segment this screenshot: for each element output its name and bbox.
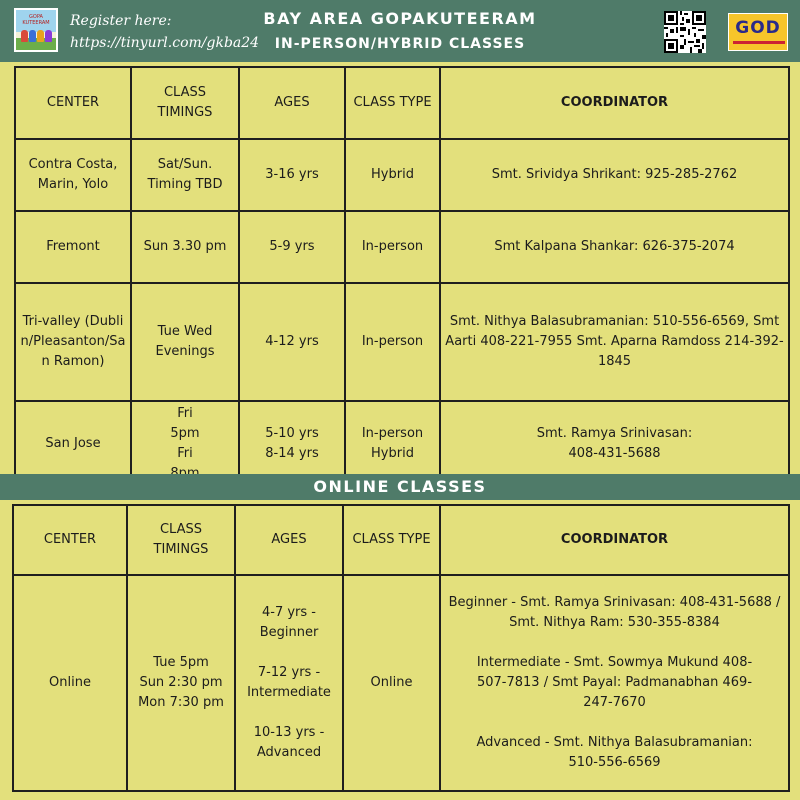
cell-center: Contra Costa, Marin, Yolo xyxy=(15,139,131,211)
table-row xyxy=(15,211,789,283)
header-banner xyxy=(0,0,800,62)
cell-ages xyxy=(235,575,343,791)
cell-center: San Jose xyxy=(15,401,131,487)
register-label: Register here: xyxy=(70,13,172,29)
cell-timings: Sat/Sun. Timing TBD xyxy=(131,139,239,211)
coordinator-level: Beginner - Smt. Ramya Srinivasan: 408-431-5688 / Smt. Nithya Ram: 530-355-8384 xyxy=(448,595,781,630)
cell-timings: Fri 5pm Fri xyxy=(131,401,239,487)
col-header-ages: AGES xyxy=(235,505,343,575)
age-level: 7-12 yrs - Intermediate xyxy=(247,665,331,700)
gopakuteeram-logo xyxy=(14,8,58,52)
page-subtitle: IN-PERSON/HYBRID CLASSES xyxy=(274,36,526,52)
col-header-coordinator: COORDINATOR xyxy=(440,67,789,139)
cell-timings xyxy=(127,575,235,791)
inperson-table xyxy=(14,66,790,488)
age-level: 4-7 yrs - Beginner xyxy=(259,605,319,640)
cell-center: Tri-valley (Dublin/Pleasanton/San Ramon) xyxy=(15,283,131,401)
cell-type: In-person xyxy=(345,211,440,283)
col-header-center: CENTER xyxy=(13,505,127,575)
cell-coordinator: Smt. Nithya Balasubramanian: 510-556-6569, Smt Aarti 408-221-7955 Smt. Aparna Ramdoss 214-392-1845 xyxy=(440,283,789,401)
col-header-type: CLASS TYPE xyxy=(345,67,440,139)
col-header-ages: AGES xyxy=(239,67,345,139)
table-header-row xyxy=(15,67,789,139)
age-level: 10-13 yrs - Advanced xyxy=(253,725,325,760)
register-link[interactable]: https://tinyurl.com/gkba24 xyxy=(70,35,260,51)
cell-ages: 5-9 yrs xyxy=(239,211,345,283)
table-row xyxy=(15,139,789,211)
col-header-timings: CLASS TIMINGS xyxy=(127,505,235,575)
qr-code-icon[interactable] xyxy=(664,11,706,53)
cell-center: Fremont xyxy=(15,211,131,283)
coordinator-level: Advanced - Smt. Nithya Balasubramanian: 510-556-6569 xyxy=(476,735,753,770)
online-classes-heading: ONLINE CLASSES xyxy=(0,474,800,500)
cell-timings: Tue Wed Evenings xyxy=(131,283,239,401)
cell-ages: 5-10 yrs 8-14 yrs xyxy=(239,401,345,487)
cell-type: In-person Hybrid xyxy=(345,401,440,487)
logo-text: GOPA KUTEERAM xyxy=(22,14,50,26)
cell-center: Online xyxy=(13,575,127,791)
cell-coordinator xyxy=(440,575,789,791)
coordinator-level: Intermediate - Smt. Sowmya Mukund 408-507-7813 / Smt Payal: Padmanabhan 469-247-7670 xyxy=(476,655,753,710)
cell-ages: 3-16 yrs xyxy=(239,139,345,211)
page-title: BAY AREA GOPAKUTEERAM xyxy=(263,9,537,28)
timing-line: Tue 5pm xyxy=(153,655,209,670)
cell-coordinator: Smt Kalpana Shankar: 626-375-2074 xyxy=(440,211,789,283)
col-header-coordinator: COORDINATOR xyxy=(440,505,789,575)
col-header-timings: CLASS TIMINGS xyxy=(131,67,239,139)
table-header-row xyxy=(13,505,789,575)
cell-coordinator: Smt. Ramya Srinivasan: 408-431-5688 xyxy=(440,401,789,487)
timing-line: Mon 7:30 pm xyxy=(138,695,224,710)
col-header-type: CLASS TYPE xyxy=(343,505,440,575)
online-table xyxy=(12,504,790,792)
timing-line: Sun 2:30 pm xyxy=(139,675,223,690)
god-logo xyxy=(728,13,788,51)
cell-type: In-person xyxy=(345,283,440,401)
table-row xyxy=(15,283,789,401)
table-row xyxy=(13,575,789,791)
god-logo-text: GOD xyxy=(735,18,781,38)
cell-ages: 4-12 yrs xyxy=(239,283,345,401)
cell-timings: Sun 3.30 pm xyxy=(131,211,239,283)
cell-coordinator: Smt. Srividya Shrikant: 925-285-2762 xyxy=(440,139,789,211)
col-header-center: CENTER xyxy=(15,67,131,139)
cell-type: Online xyxy=(343,575,440,791)
cell-type: Hybrid xyxy=(345,139,440,211)
